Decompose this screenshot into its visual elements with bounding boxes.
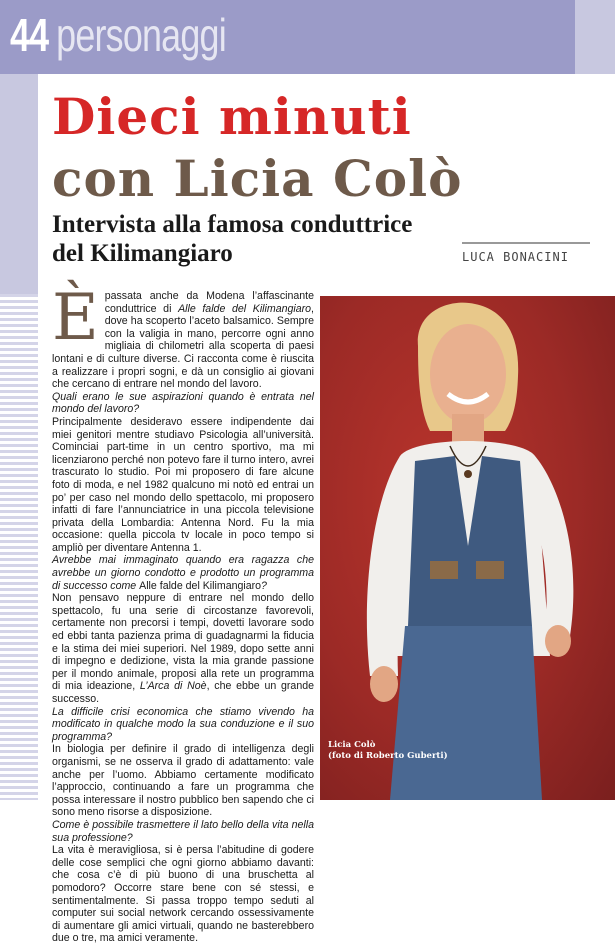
section-header: [10, 8, 226, 62]
intro-show-title: Alle falde del Kilimangiaro: [178, 302, 312, 315]
drop-cap: È: [52, 281, 99, 355]
answer-2-end: , che ebbe un grande successo.: [52, 680, 314, 705]
answer-2-text: Non pensavo neppure di entrare nel mondo dello spettacolo, fu una serie di circostanze favorevoli, certamente non precorsi i tempi, dovetti lavorare sodo ed ebbi tanta pazienza prima di guadagnarmi la fiducia e la stima dei miei superiori. Nel 1989, dopo sette anni di impegno e dedizione, vista la mia grande passione per il mondo animale, proposi alla rete un programma di mia ideazione,: [52, 592, 314, 693]
photo-caption: [328, 740, 448, 762]
question-2-end: ?: [261, 579, 267, 592]
intro-text-2: , dove ha scoperto l’aceto balsamico. Sempre con la valigia in mano, percorre ogni anno migliaia di chilometri alla scoperta di paesi lontani e di culture diverse. Ci racconta come è riuscita a realizzare i propri sogni, e dà un consiglio ai giovani che cercano di entrare nel mondo del lavoro.: [52, 302, 314, 391]
answer-3: In biologia per definire il grado di intelligenza degli organismi, se ne osserva il grado di adattamento: vale anche per l’uomo. Abbiamo certamente modificato l’approccio, continuando a fare un programma che possa interessare il nostro pubblico ben sapendo che ci sono meno risorse a disposizione.: [52, 743, 314, 819]
caption-credit: (foto di Roberto Guberti): [328, 751, 448, 761]
answer-2: [52, 592, 314, 705]
sidebar-stripes: [0, 294, 38, 800]
question-2-show: Alle falde del Kilimangiaro: [139, 579, 262, 592]
intro-text-1: passata anche da Modena l’affascinante conduttrice di: [104, 290, 314, 315]
section-name: personaggi: [56, 9, 226, 61]
question-1: Quali erano le sue aspirazioni quando è entrata nel mondo del lavoro?: [52, 390, 314, 416]
question-2: [52, 554, 314, 592]
portrait-photo: [320, 296, 615, 800]
sidebar-block: [0, 74, 38, 294]
question-3: La difficile crisi economica che stiamo vivendo ha modificato in qualche modo la sua conduzione e il suo programma?: [52, 705, 314, 743]
title-line-1: Dieci minuti: [52, 87, 412, 146]
answer-4: La vita è meravigliosa, si è persa l’abitudine di godere delle cose semplici che ogni giorno abbiamo davanti: che cosa c’è di più buono di una bruschetta al pomodoro? Occorre stare bene con sé stessi, e sentimentalmente. Si passa troppo tempo seduti al computer sui social network cercando ossessivamente di aumentare gli amici virtuali, quando ne basterebbero due o tre, ma amici veramente.: [52, 844, 314, 945]
question-2-text: Avrebbe mai immaginato quando era ragazza che avrebbe un giorno condotto e prodotto un programma di successo come: [52, 554, 314, 592]
author-byline: LUCA BONACINI: [462, 242, 590, 264]
article-body: [52, 281, 314, 945]
intro-paragraph: [52, 281, 314, 391]
question-4: Come è possibile trasmettere il lato bello della vita nella sua professione?: [52, 818, 314, 844]
answer-1: Principalmente desideravo essere indipendente dai miei genitori mentre studiavo Psicologia all’università. Cominciai part-time in un centro sportivo, ma mi licenziarono perché non potevo fare il turno intero, avrei trascurato lo studio. Poi mi proposero di fare alcune foto di moda, e nel 1982 qualcuno mi notò ed entrai un po’ per caso nel mondo dello spettacolo, mi proposero infatti di fare l’annunciatrice in una piccola televisione privata della Lombardia: Antenna Nord. Fu la mia occasione: quella piccola tv locale in poco tempo si ampliò per diventare Antenna 1.: [52, 415, 314, 554]
caption-name: Licia Colò: [328, 740, 376, 750]
portrait-illustration: [320, 296, 615, 800]
article-subtitle: Intervista alla famosa conduttrice del Kilimangiaro: [52, 211, 413, 267]
page-number: 44: [10, 9, 49, 61]
article-title: [52, 86, 592, 210]
answer-2-show: L’Arca di Noè: [139, 680, 207, 693]
title-line-2: con Licia Colò: [52, 149, 463, 208]
header-band-edge: [575, 0, 615, 74]
